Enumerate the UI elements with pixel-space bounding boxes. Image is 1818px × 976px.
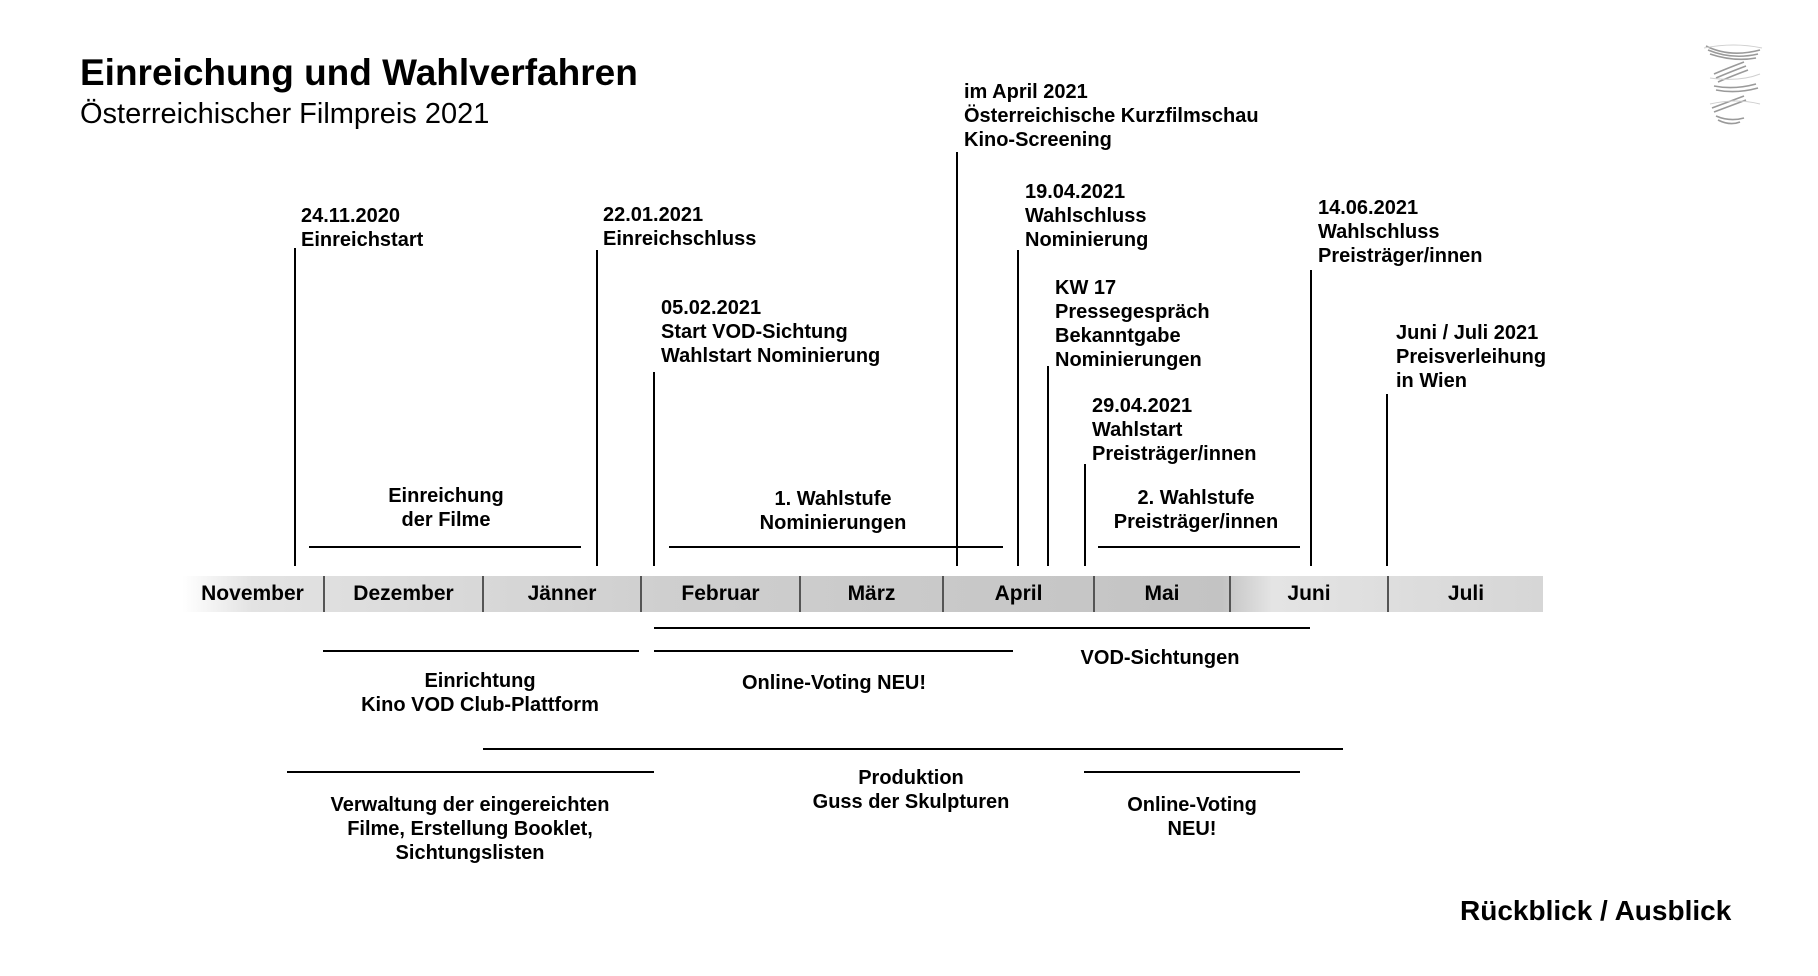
month-bar <box>182 576 1543 612</box>
phase-einreichung: Einreichung der Filme <box>388 485 504 531</box>
spiral-logo-icon <box>1700 38 1768 128</box>
phase-vod-sichtungen: VOD-Sichtungen <box>1080 647 1240 669</box>
milestone-wahlschluss-nominierung: 19.04.2021 Wahlschluss Nominierung <box>1025 181 1149 251</box>
page-title: Einreichung und Wahlverfahren <box>80 52 638 93</box>
milestone-einreichschluss: 22.01.2021 Einreichschluss <box>603 204 757 250</box>
month-februar: Februar <box>640 576 799 612</box>
footer-label: Rückblick / Ausblick <box>1460 895 1732 926</box>
phase-line-einrichtung <box>323 650 639 652</box>
milestone-einreichstart: 24.11.2020 Einreichstart <box>301 205 424 251</box>
milestone-line-wahlschluss-nominierung <box>1017 250 1019 566</box>
month-dezember: Dezember <box>323 576 482 612</box>
milestone-line-vod-start <box>653 372 655 566</box>
phase-line-verwaltung <box>287 771 654 773</box>
milestone-wahlschluss-preistraeger: 14.06.2021 Wahlschluss Preisträger/innen <box>1318 197 1483 267</box>
phase-einrichtung: Einrichtung Kino VOD Club-Plattform <box>361 670 599 716</box>
milestone-wahlstart-preistraeger: 29.04.2021 Wahlstart Preisträger/innen <box>1092 395 1257 465</box>
month-jaenner: Jänner <box>482 576 640 612</box>
phase-line-online-voting-2 <box>1084 771 1300 773</box>
phase-line-wahlstufe-1 <box>669 546 1003 548</box>
phase-line-online-voting-1 <box>654 650 1013 652</box>
milestone-kurzfilmschau: im April 2021 Österreichische Kurzfilmschau Kino-Screening <box>964 81 1259 151</box>
milestone-pressegespraech: KW 17 Pressegespräch Bekanntgabe Nominierungen <box>1055 277 1210 371</box>
phase-online-voting-1: Online-Voting NEU! <box>741 672 927 694</box>
phase-line-produktion <box>483 748 1343 750</box>
milestone-line-einreichschluss <box>596 250 598 566</box>
milestone-line-einreichstart <box>294 248 296 566</box>
month-maerz: März <box>799 576 942 612</box>
phase-wahlstufe-2: 2. Wahlstufe Preisträger/innen <box>1113 487 1279 533</box>
milestone-line-kurzfilmschau <box>956 152 958 566</box>
milestone-preisverleihung: Juni / Juli 2021 Preisverleihung in Wien <box>1396 322 1547 392</box>
phase-produktion: Produktion Guss der Skulpturen <box>812 767 1010 813</box>
milestone-vod-start: 05.02.2021 Start VOD-Sichtung Wahlstart Nominierung <box>661 297 881 367</box>
phase-verwaltung: Verwaltung der eingereichten Filme, Erstellung Booklet, Sichtungslisten <box>330 794 610 864</box>
milestone-line-pressegespraech <box>1047 366 1049 566</box>
phase-line-wahlstufe-2 <box>1098 546 1300 548</box>
phase-online-voting-2: Online-Voting NEU! <box>1127 794 1257 840</box>
page-subtitle: Österreichischer Filmpreis 2021 <box>80 98 490 130</box>
milestone-line-preisverleihung <box>1386 394 1388 566</box>
month-juni: Juni <box>1229 576 1387 612</box>
phase-line-einreichung <box>309 546 581 548</box>
phase-line-vod-sichtungen <box>654 627 1310 629</box>
month-juli: Juli <box>1387 576 1543 612</box>
month-april: April <box>942 576 1093 612</box>
month-november: November <box>201 582 304 605</box>
phase-wahlstufe-1: 1. Wahlstufe Nominierungen <box>759 488 907 534</box>
month-mai: Mai <box>1093 576 1229 612</box>
